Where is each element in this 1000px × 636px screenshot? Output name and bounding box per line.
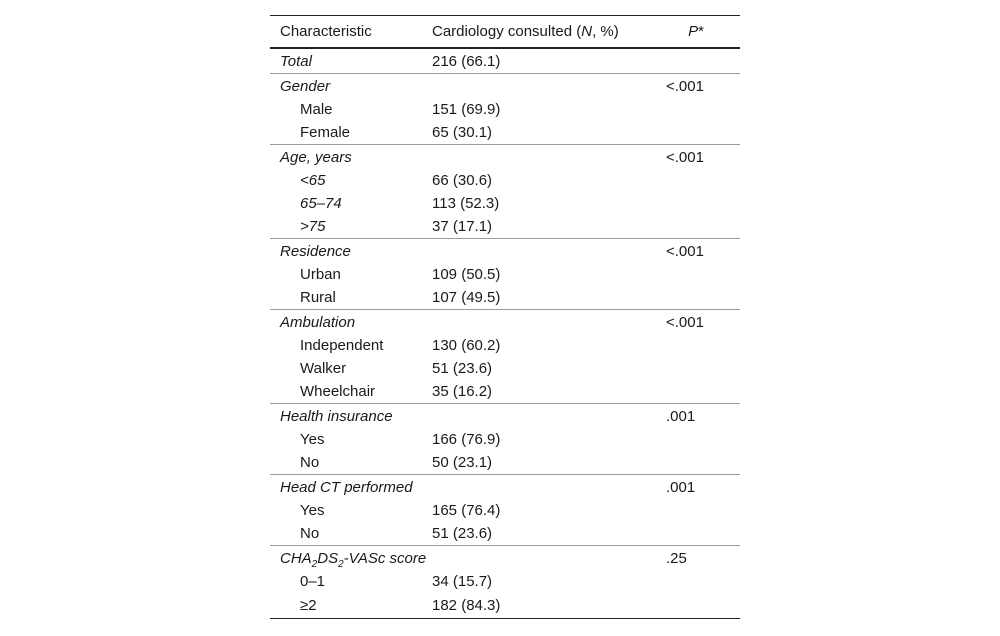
table-row-headct-yes: [270, 499, 740, 522]
table-row-female: [270, 121, 740, 145]
row-p-value: .001: [652, 404, 740, 429]
row-value: 35 (16.2): [432, 383, 493, 400]
table-row-age-65-74: [270, 192, 740, 215]
table-row-chads-vasc: [270, 546, 740, 571]
row-value: 166 (76.9): [432, 431, 501, 448]
header-p-marker: *: [698, 23, 704, 40]
table-row-age-gt75: [270, 215, 740, 239]
row-p-value: <.001: [652, 74, 740, 99]
table-header-row: [270, 16, 740, 49]
row-label: Rural: [300, 289, 336, 306]
row-label: >75: [300, 218, 326, 235]
row-value: 65 (30.1): [432, 124, 493, 141]
row-label: Yes: [300, 431, 325, 448]
table-row-urban: [270, 263, 740, 286]
table-row-chads-low: [270, 570, 740, 593]
row-value: 109 (50.5): [432, 266, 501, 283]
row-value: 66 (30.6): [432, 172, 493, 189]
row-p-value: .25: [652, 546, 740, 571]
row-label: <65: [300, 172, 326, 189]
row-label: Urban: [300, 266, 341, 283]
header-consulted-suffix: , %): [592, 23, 619, 40]
table-row-health-insurance: [270, 404, 740, 429]
header-characteristic: Characteristic: [280, 23, 372, 40]
row-value: 51 (23.6): [432, 525, 493, 542]
row-value: 37 (17.1): [432, 218, 493, 235]
row-value: 51 (23.6): [432, 360, 493, 377]
row-label: Total: [280, 52, 312, 70]
row-value: [432, 404, 652, 429]
table-row-ambulation: [270, 310, 740, 335]
table-row-insurance-no: [270, 451, 740, 475]
chads-label-c: -VASc score: [343, 549, 427, 567]
table-row-age-lt65: [270, 169, 740, 192]
row-label: Ambulation: [270, 310, 432, 335]
row-label: Head CT performed: [270, 475, 432, 500]
chads-sub-1: 2: [311, 558, 318, 570]
row-value: 151 (69.9): [432, 101, 501, 118]
row-value: 130 (60.2): [432, 337, 501, 354]
row-value: [432, 546, 652, 571]
row-label: Yes: [300, 502, 325, 519]
row-p-value: .001: [652, 475, 740, 500]
row-label: Female: [300, 124, 351, 141]
row-label: ≥2: [270, 593, 432, 619]
row-label: Wheelchair: [300, 383, 376, 400]
table-row-residence: [270, 239, 740, 264]
table-row-rural: [270, 286, 740, 310]
table-row-insurance-yes: [270, 428, 740, 451]
table-row-head-ct: [270, 475, 740, 500]
row-value: [432, 145, 652, 170]
results-table-container: [270, 15, 730, 619]
row-p-value: <.001: [652, 239, 740, 264]
row-value: [432, 239, 652, 264]
table-row-walker: [270, 357, 740, 380]
table-row-age: [270, 145, 740, 170]
row-p-value: <.001: [652, 310, 740, 335]
row-value: 107 (49.5): [432, 289, 501, 306]
table-row-headct-no: [270, 522, 740, 546]
table-row-total: [270, 48, 740, 74]
table-row-gender: [270, 74, 740, 99]
row-label: Independent: [300, 337, 384, 354]
row-label: Male: [300, 101, 333, 118]
row-value: 165 (76.4): [432, 502, 501, 519]
row-value: 34 (15.7): [432, 573, 493, 590]
row-p-value: [652, 48, 740, 74]
row-label: Walker: [300, 360, 347, 377]
chads-sub-2: 2: [338, 558, 344, 570]
table-row-wheelchair: [270, 380, 740, 404]
header-consulted-n: N: [581, 23, 593, 40]
row-label: 0–1: [300, 573, 326, 590]
row-value: 50 (23.1): [432, 454, 493, 471]
header-consulted-prefix: Cardiology consulted (: [432, 23, 582, 40]
row-label: [270, 546, 432, 571]
row-label: Residence: [270, 239, 432, 264]
cardiology-consult-table: [270, 15, 740, 619]
row-value: 216 (66.1): [432, 52, 501, 70]
row-label: Health insurance: [270, 404, 432, 429]
row-label: Gender: [270, 74, 432, 99]
header-cardiology-consulted: [432, 16, 652, 49]
row-value: [432, 74, 652, 99]
chads-label-b: DS: [317, 549, 339, 567]
row-label: No: [300, 525, 320, 542]
header-p-value: [652, 16, 740, 49]
header-p-label: P: [688, 23, 699, 40]
row-value: [432, 310, 652, 335]
row-value: 113 (52.3): [432, 195, 500, 212]
table-row-male: [270, 98, 740, 121]
row-label: Age, years: [270, 145, 432, 170]
chads-label-a: CHA: [280, 549, 312, 567]
table-row-independent: [270, 334, 740, 357]
row-label: 65–74: [300, 195, 342, 212]
row-label: No: [300, 454, 320, 471]
table-row-chads-high: [270, 593, 740, 619]
row-p-value: <.001: [652, 145, 740, 170]
row-value: [432, 475, 652, 500]
row-value: 182 (84.3): [432, 593, 652, 619]
